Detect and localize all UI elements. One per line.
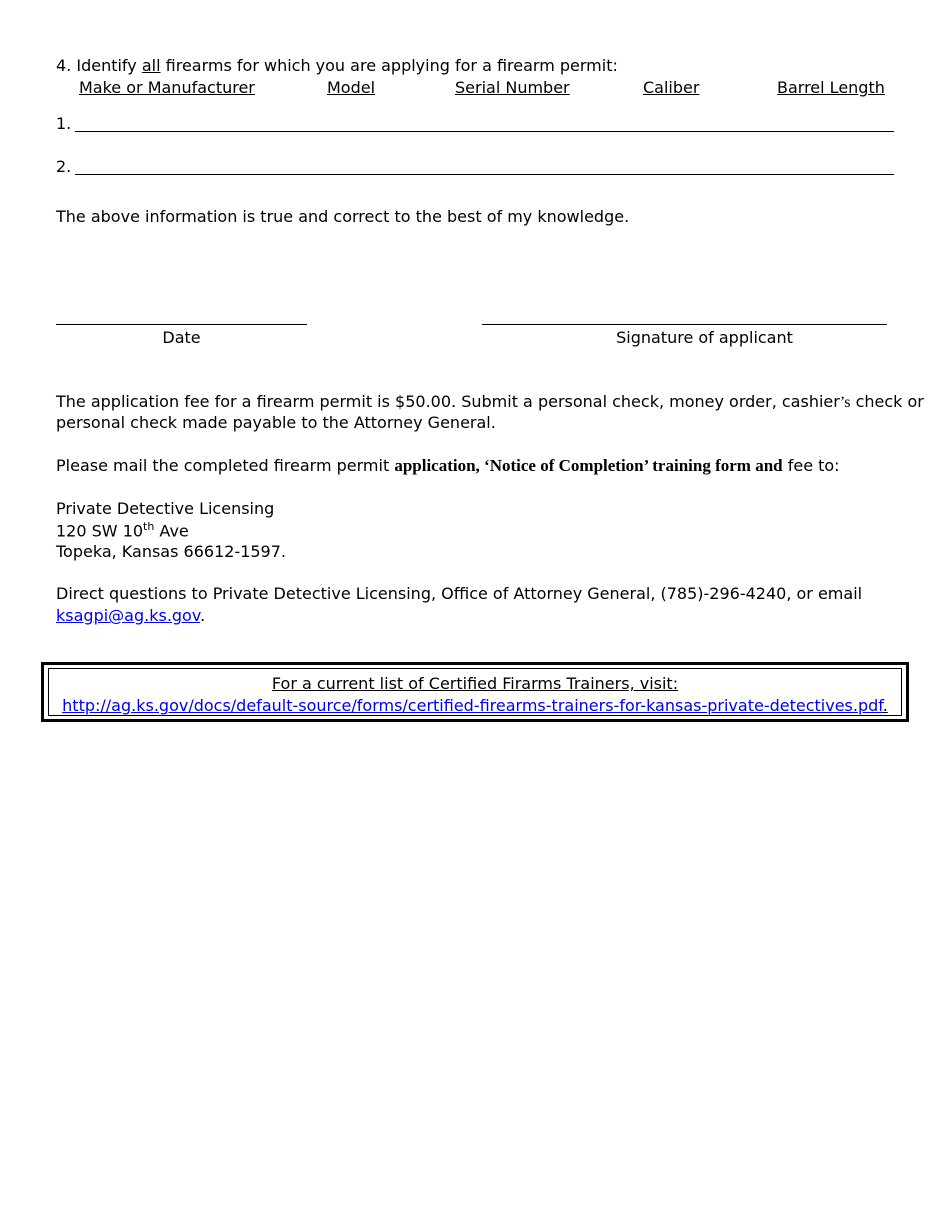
fee-text: The application fee for a firearm permit is $50.00. Submit a personal check, money order, cashier [56,392,840,411]
firearm-row-2-line[interactable] [75,174,894,175]
column-header-caliber: Caliber [643,78,700,97]
attestation-statement: The above information is true and correct to the best of my knowledge. [56,207,630,226]
fee-text-end: check or [850,392,924,411]
email-link[interactable]: ksagpi@ag.ks.gov [56,606,201,625]
column-header-make: Make or Manufacturer [79,78,255,97]
email-period: . [200,606,206,625]
firearm-row-1-line[interactable] [75,131,894,132]
instruction-prefix: 4. Identify [56,56,142,75]
signature-label: Signature of applicant [616,328,793,347]
address-street [56,520,189,540]
fee-apostrophe-s: ’s [839,394,851,411]
street-suffix: Ave [154,521,189,541]
trainers-url-link[interactable]: http://ag.ks.gov/docs/default-source/forms/certified-firearms-trainers-for-kansas-private-detectives.pdf [62,696,883,715]
column-header-serial: Serial Number [455,78,570,97]
mail-end: fee to: [782,456,840,475]
trainers-url-line [49,696,901,715]
firearm-row-2-number: 2. [56,157,72,176]
mail-instruction [56,456,840,476]
contact-text: Direct questions to Private Detective Licensing, Office of Attorney General, (785)-296-4240, or email [56,584,863,603]
signature-line[interactable] [482,324,887,325]
instruction-suffix: firearms for which you are applying for a firearm permit: [160,56,618,75]
date-line[interactable] [56,324,307,325]
certified-trainers-box [41,662,909,722]
address-city: Topeka, Kansas 66612-1597. [56,542,286,561]
trainers-heading: For a current list of Certified Firarms Trainers, visit: [271,674,679,693]
date-label: Date [162,328,201,347]
section4-instruction [56,56,618,75]
fee-line-1 [56,392,924,412]
fee-line-2: personal check made payable to the Attorney General. [56,413,496,432]
address-name: Private Detective Licensing [56,499,275,518]
column-header-model: Model [327,78,376,97]
firearm-row-1-number: 1. [56,114,72,133]
column-header-barrel-length: Barrel Length [777,78,885,97]
contact-email-line [56,606,205,625]
street-number: 120 SW 10 [56,521,144,541]
instruction-emphasis: all [141,56,161,75]
mail-bold-items: application, ‘Notice of Completion’ training form and [394,456,783,475]
mail-start: Please mail the completed firearm permit [56,456,395,475]
trainers-url-period: . [882,696,888,715]
certified-trainers-inner-border [48,668,902,716]
street-ordinal: th [143,520,155,533]
